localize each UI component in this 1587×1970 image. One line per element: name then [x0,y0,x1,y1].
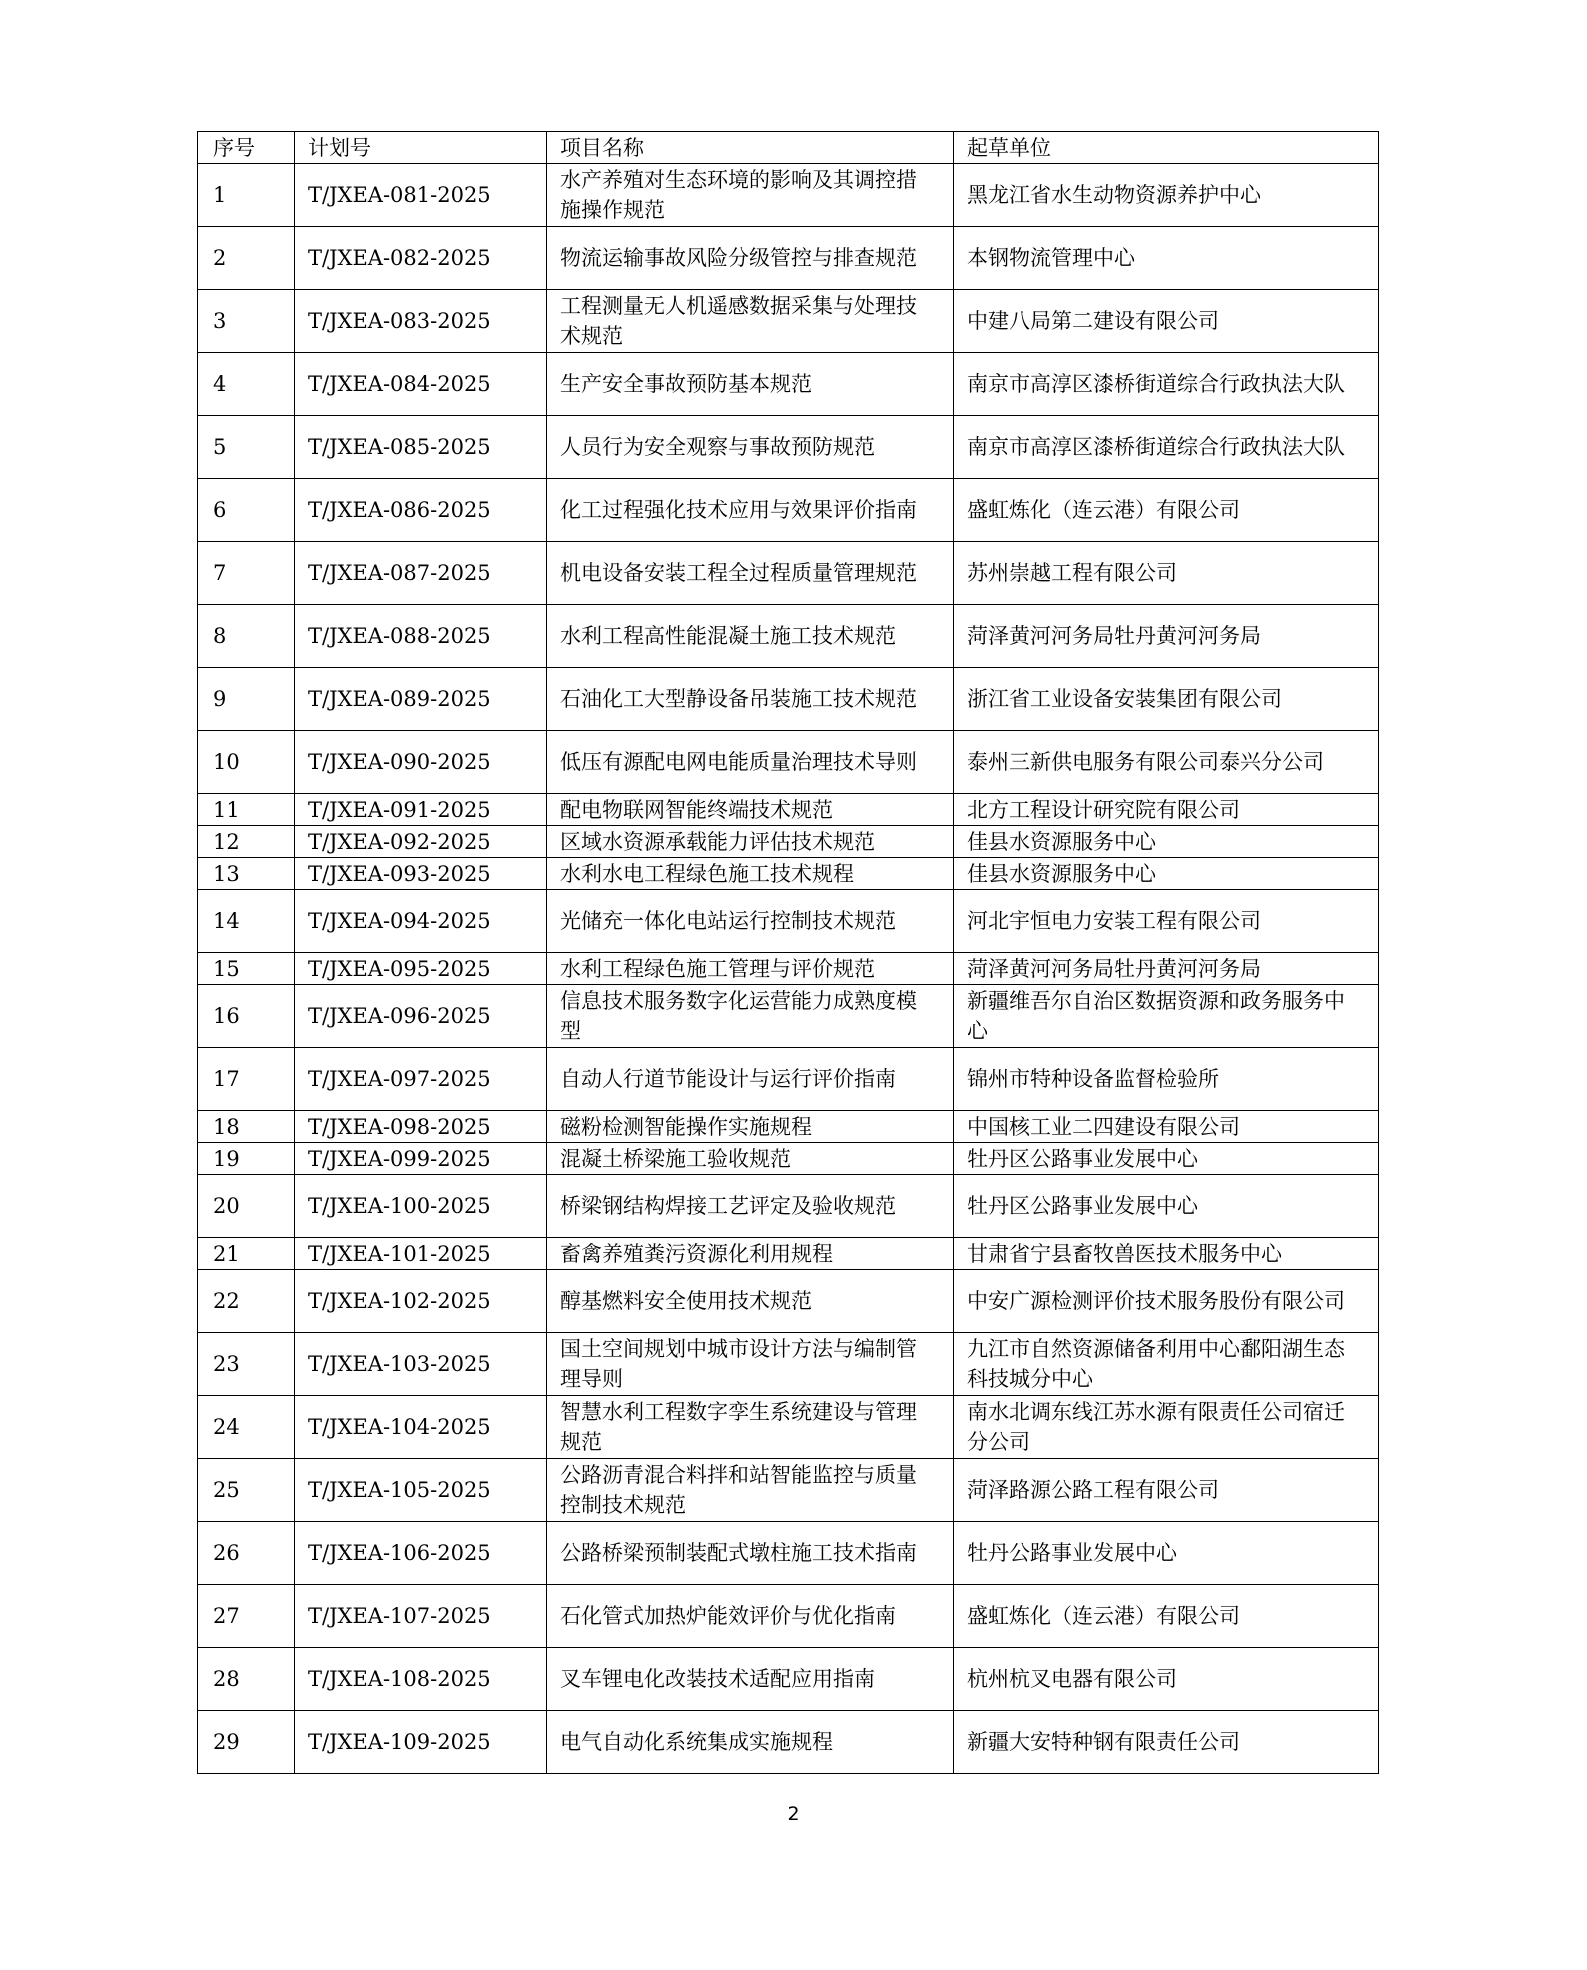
seq-cell: 18 [198,1111,295,1143]
project-name-cell: 水利工程高性能混凝土施工技术规范 [547,605,954,668]
table-header-row [198,132,1379,164]
seq-cell: 26 [198,1522,295,1585]
seq-cell: 20 [198,1175,295,1238]
seq-cell: 22 [198,1270,295,1333]
seq-cell: 3 [198,290,295,353]
plan-number-cell: T/JXEA-089-2025 [295,668,547,731]
drafting-unit-cell: 菏泽路源公路工程有限公司 [954,1459,1379,1522]
seq-cell: 11 [198,794,295,826]
drafting-unit-cell: 浙江省工业设备安装集团有限公司 [954,668,1379,731]
plan-number-cell: T/JXEA-084-2025 [295,353,547,416]
plan-number-cell: T/JXEA-108-2025 [295,1648,547,1711]
drafting-unit-cell: 佳县水资源服务中心 [954,826,1379,858]
project-table [197,131,1379,1774]
table-row [198,1648,1379,1711]
seq-cell: 15 [198,953,295,985]
project-name-cell: 工程测量无人机遥感数据采集与处理技术规范 [547,290,954,353]
plan-number-cell: T/JXEA-087-2025 [295,542,547,605]
plan-number-cell: T/JXEA-101-2025 [295,1238,547,1270]
drafting-unit-cell: 盛虹炼化（连云港）有限公司 [954,1585,1379,1648]
table-row [198,353,1379,416]
table-row [198,227,1379,290]
project-name-cell: 配电物联网智能终端技术规范 [547,794,954,826]
plan-number-cell: T/JXEA-105-2025 [295,1459,547,1522]
plan-number-cell: T/JXEA-082-2025 [295,227,547,290]
table-row [198,416,1379,479]
plan-number-cell: T/JXEA-097-2025 [295,1048,547,1111]
plan-number-cell: T/JXEA-100-2025 [295,1175,547,1238]
table-row [198,605,1379,668]
plan-number-cell: T/JXEA-103-2025 [295,1333,547,1396]
plan-number-cell: T/JXEA-098-2025 [295,1111,547,1143]
project-name-cell: 水利水电工程绿色施工技术规程 [547,858,954,890]
drafting-unit-cell: 苏州崇越工程有限公司 [954,542,1379,605]
header-seq-cell: 序号 [198,132,295,164]
project-name-cell: 区域水资源承载能力评估技术规范 [547,826,954,858]
drafting-unit-cell: 九江市自然资源储备利用中心鄱阳湖生态科技城分中心 [954,1333,1379,1396]
table-row [198,1143,1379,1175]
seq-cell: 10 [198,731,295,794]
project-name-cell: 石油化工大型静设备吊装施工技术规范 [547,668,954,731]
project-name-cell: 电气自动化系统集成实施规程 [547,1711,954,1774]
seq-cell: 23 [198,1333,295,1396]
table-row [198,290,1379,353]
drafting-unit-cell: 锦州市特种设备监督检验所 [954,1048,1379,1111]
drafting-unit-cell: 菏泽黄河河务局牡丹黄河河务局 [954,605,1379,668]
table-row [198,858,1379,890]
table-row [198,1175,1379,1238]
seq-cell: 1 [198,164,295,227]
table-row [198,542,1379,605]
seq-cell: 13 [198,858,295,890]
project-name-cell: 光储充一体化电站运行控制技术规范 [547,890,954,953]
project-name-cell: 国土空间规划中城市设计方法与编制管理导则 [547,1333,954,1396]
table-row [198,1585,1379,1648]
table-row [198,1048,1379,1111]
seq-cell: 14 [198,890,295,953]
table-row [198,1238,1379,1270]
table-row [198,1270,1379,1333]
plan-number-cell: T/JXEA-086-2025 [295,479,547,542]
project-name-cell: 水利工程绿色施工管理与评价规范 [547,953,954,985]
project-name-cell: 公路沥青混合料拌和站智能监控与质量控制技术规范 [547,1459,954,1522]
table-row [198,826,1379,858]
project-name-cell: 水产养殖对生态环境的影响及其调控措施操作规范 [547,164,954,227]
drafting-unit-cell: 牡丹区公路事业发展中心 [954,1175,1379,1238]
drafting-unit-cell: 新疆大安特种钢有限责任公司 [954,1711,1379,1774]
seq-cell: 9 [198,668,295,731]
seq-cell: 6 [198,479,295,542]
project-name-cell: 醇基燃料安全使用技术规范 [547,1270,954,1333]
plan-number-cell: T/JXEA-081-2025 [295,164,547,227]
project-name-cell: 叉车锂电化改装技术适配应用指南 [547,1648,954,1711]
project-name-cell: 磁粉检测智能操作实施规程 [547,1111,954,1143]
seq-cell: 21 [198,1238,295,1270]
plan-number-cell: T/JXEA-092-2025 [295,826,547,858]
drafting-unit-cell: 河北宇恒电力安装工程有限公司 [954,890,1379,953]
seq-cell: 16 [198,985,295,1048]
drafting-unit-cell: 泰州三新供电服务有限公司泰兴分公司 [954,731,1379,794]
table-row [198,953,1379,985]
plan-number-cell: T/JXEA-106-2025 [295,1522,547,1585]
project-name-cell: 低压有源配电网电能质量治理技术导则 [547,731,954,794]
plan-number-cell: T/JXEA-083-2025 [295,290,547,353]
drafting-unit-cell: 中国核工业二四建设有限公司 [954,1111,1379,1143]
plan-number-cell: T/JXEA-109-2025 [295,1711,547,1774]
drafting-unit-cell: 南水北调东线江苏水源有限责任公司宿迁分公司 [954,1396,1379,1459]
seq-cell: 2 [198,227,295,290]
drafting-unit-cell: 黑龙江省水生动物资源养护中心 [954,164,1379,227]
table-row [198,1459,1379,1522]
project-name-cell: 生产安全事故预防基本规范 [547,353,954,416]
table-row [198,1111,1379,1143]
seq-cell: 17 [198,1048,295,1111]
table-row [198,890,1379,953]
plan-number-cell: T/JXEA-104-2025 [295,1396,547,1459]
drafting-unit-cell: 中安广源检测评价技术服务股份有限公司 [954,1270,1379,1333]
seq-cell: 24 [198,1396,295,1459]
plan-number-cell: T/JXEA-085-2025 [295,416,547,479]
table-row [198,731,1379,794]
seq-cell: 5 [198,416,295,479]
project-name-cell: 混凝土桥梁施工验收规范 [547,1143,954,1175]
plan-number-cell: T/JXEA-091-2025 [295,794,547,826]
plan-number-cell: T/JXEA-088-2025 [295,605,547,668]
drafting-unit-cell: 菏泽黄河河务局牡丹黄河河务局 [954,953,1379,985]
table-row [198,479,1379,542]
project-name-cell: 自动人行道节能设计与运行评价指南 [547,1048,954,1111]
plan-number-cell: T/JXEA-093-2025 [295,858,547,890]
plan-number-cell: T/JXEA-095-2025 [295,953,547,985]
table-row [198,1711,1379,1774]
header-plan-number-cell: 计划号 [295,132,547,164]
project-name-cell: 畜禽养殖粪污资源化利用规程 [547,1238,954,1270]
header-drafting-unit-cell: 起草单位 [954,132,1379,164]
drafting-unit-cell: 杭州杭叉电器有限公司 [954,1648,1379,1711]
plan-number-cell: T/JXEA-094-2025 [295,890,547,953]
project-name-cell: 公路桥梁预制装配式墩柱施工技术指南 [547,1522,954,1585]
table-row [198,668,1379,731]
drafting-unit-cell: 中建八局第二建设有限公司 [954,290,1379,353]
project-name-cell: 智慧水利工程数字孪生系统建设与管理规范 [547,1396,954,1459]
drafting-unit-cell: 甘肃省宁县畜牧兽医技术服务中心 [954,1238,1379,1270]
table-row [198,1396,1379,1459]
header-project-name-cell: 项目名称 [547,132,954,164]
project-name-cell: 桥梁钢结构焊接工艺评定及验收规范 [547,1175,954,1238]
plan-number-cell: T/JXEA-090-2025 [295,731,547,794]
drafting-unit-cell: 牡丹区公路事业发展中心 [954,1143,1379,1175]
seq-cell: 19 [198,1143,295,1175]
drafting-unit-cell: 南京市高淳区漆桥街道综合行政执法大队 [954,353,1379,416]
project-name-cell: 机电设备安装工程全过程质量管理规范 [547,542,954,605]
seq-cell: 29 [198,1711,295,1774]
project-name-cell: 石化管式加热炉能效评价与优化指南 [547,1585,954,1648]
drafting-unit-cell: 北方工程设计研究院有限公司 [954,794,1379,826]
drafting-unit-cell: 本钢物流管理中心 [954,227,1379,290]
drafting-unit-cell: 南京市高淳区漆桥街道综合行政执法大队 [954,416,1379,479]
seq-cell: 4 [198,353,295,416]
project-name-cell: 物流运输事故风险分级管控与排查规范 [547,227,954,290]
plan-number-cell: T/JXEA-099-2025 [295,1143,547,1175]
table-row [198,164,1379,227]
plan-number-cell: T/JXEA-107-2025 [295,1585,547,1648]
drafting-unit-cell: 盛虹炼化（连云港）有限公司 [954,479,1379,542]
seq-cell: 12 [198,826,295,858]
plan-number-cell: T/JXEA-102-2025 [295,1270,547,1333]
plan-number-cell: T/JXEA-096-2025 [295,985,547,1048]
seq-cell: 7 [198,542,295,605]
project-name-cell: 人员行为安全观察与事故预防规范 [547,416,954,479]
project-name-cell: 化工过程强化技术应用与效果评价指南 [547,479,954,542]
page-number: 2 [787,1803,800,1825]
drafting-unit-cell: 佳县水资源服务中心 [954,858,1379,890]
seq-cell: 25 [198,1459,295,1522]
seq-cell: 8 [198,605,295,668]
table-row [198,1333,1379,1396]
seq-cell: 27 [198,1585,295,1648]
drafting-unit-cell: 新疆维吾尔自治区数据资源和政务服务中心 [954,985,1379,1048]
project-name-cell: 信息技术服务数字化运营能力成熟度模型 [547,985,954,1048]
table-row [198,985,1379,1048]
seq-cell: 28 [198,1648,295,1711]
table-row [198,1522,1379,1585]
table-row [198,794,1379,826]
drafting-unit-cell: 牡丹公路事业发展中心 [954,1522,1379,1585]
